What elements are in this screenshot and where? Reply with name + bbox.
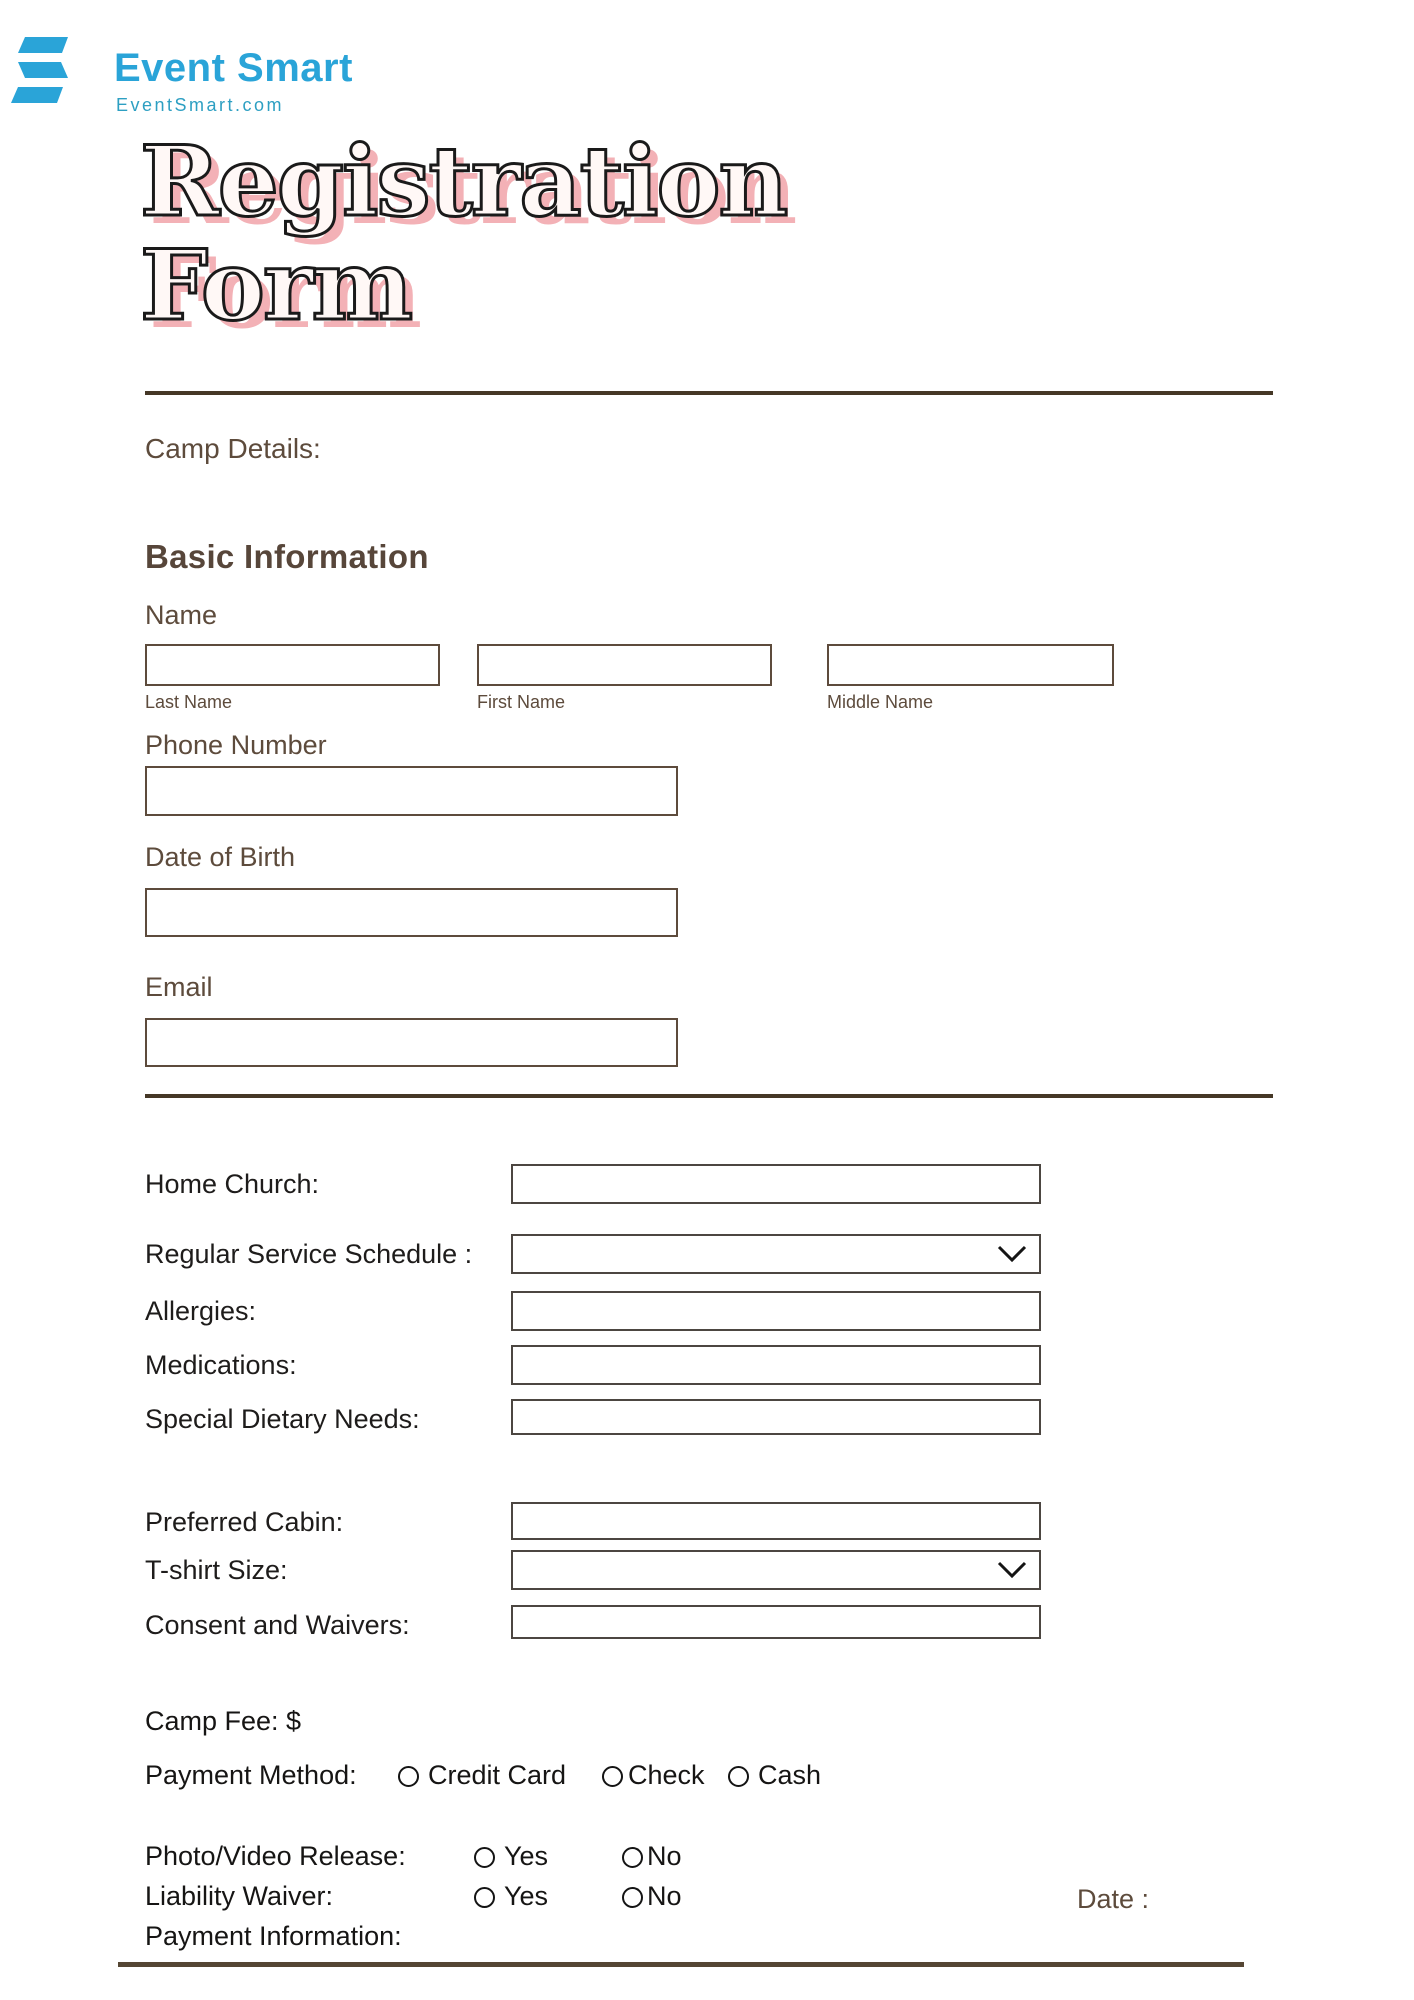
consent-and-waivers-label: Consent and Waivers: xyxy=(145,1610,410,1640)
camp-fee-label: Camp Fee: $ xyxy=(145,1706,302,1736)
preferred-cabin-label: Preferred Cabin: xyxy=(145,1507,344,1537)
payment-method-cash-radio[interactable] xyxy=(728,1766,749,1787)
brand-name: Event Smart xyxy=(114,46,353,90)
date-of-birth-input[interactable] xyxy=(145,888,678,937)
photo-release-no-radio[interactable] xyxy=(622,1847,643,1868)
allergies-label: Allergies: xyxy=(145,1296,257,1326)
event-smart-logo-icon xyxy=(11,36,69,104)
camp-details-label: Camp Details: xyxy=(145,433,321,464)
photo-release-yes-radio[interactable] xyxy=(474,1847,495,1868)
chevron-down-icon xyxy=(997,1561,1027,1579)
middle-name-sublabel: Middle Name xyxy=(827,692,934,712)
payment-method-credit-card-radio[interactable] xyxy=(398,1766,419,1787)
allergies-input[interactable] xyxy=(511,1291,1041,1331)
regular-service-schedule-label: Regular Service Schedule : xyxy=(145,1239,473,1269)
section-divider-middle xyxy=(145,1094,1273,1098)
consent-and-waivers-input[interactable] xyxy=(511,1605,1041,1639)
payment-method-cash-label: Cash xyxy=(758,1760,822,1790)
date-label: Date : xyxy=(1077,1884,1150,1914)
photo-release-no-label: No xyxy=(647,1841,682,1871)
medications-label: Medications: xyxy=(145,1350,297,1380)
preferred-cabin-input[interactable] xyxy=(511,1502,1041,1540)
chevron-down-icon xyxy=(997,1245,1027,1263)
email-label: Email xyxy=(145,972,213,1002)
phone-number-input[interactable] xyxy=(145,766,678,816)
liability-waiver-no-label: No xyxy=(647,1881,682,1911)
photo-release-yes-label: Yes xyxy=(504,1841,549,1871)
home-church-input[interactable] xyxy=(511,1164,1041,1204)
photo-video-release-label: Photo/Video Release: xyxy=(145,1841,406,1871)
brand-website: EventSmart.com xyxy=(116,95,285,115)
medications-input[interactable] xyxy=(511,1345,1041,1385)
liability-waiver-label: Liability Waiver: xyxy=(145,1881,334,1911)
payment-method-label: Payment Method: xyxy=(145,1760,357,1790)
middle-name-input[interactable] xyxy=(827,644,1114,686)
home-church-label: Home Church: xyxy=(145,1169,320,1199)
payment-information-label: Payment Information: xyxy=(145,1921,402,1951)
liability-waiver-no-radio[interactable] xyxy=(622,1887,643,1908)
regular-service-schedule-select[interactable] xyxy=(511,1234,1041,1274)
payment-method-check-radio[interactable] xyxy=(602,1766,623,1787)
special-dietary-needs-label: Special Dietary Needs: xyxy=(145,1404,420,1434)
date-of-birth-label: Date of Birth xyxy=(145,842,296,872)
name-label: Name xyxy=(145,600,218,630)
payment-method-credit-card-label: Credit Card xyxy=(428,1760,567,1790)
basic-information-heading: Basic Information xyxy=(145,538,429,575)
special-dietary-needs-input[interactable] xyxy=(511,1399,1041,1435)
page-title xyxy=(140,125,787,342)
liability-waiver-yes-radio[interactable] xyxy=(474,1887,495,1908)
page-title-line2: Form xyxy=(140,229,412,342)
section-divider-bottom xyxy=(118,1962,1244,1967)
section-divider-top xyxy=(145,391,1273,395)
email-input[interactable] xyxy=(145,1018,678,1067)
phone-number-label: Phone Number xyxy=(145,730,327,760)
first-name-sublabel: First Name xyxy=(477,692,566,712)
page-title-line1: Registration xyxy=(140,125,787,238)
last-name-sublabel: Last Name xyxy=(145,692,233,712)
first-name-input[interactable] xyxy=(477,644,772,686)
liability-waiver-yes-label: Yes xyxy=(504,1881,549,1911)
payment-method-check-label: Check xyxy=(628,1760,705,1790)
t-shirt-size-select[interactable] xyxy=(511,1550,1041,1590)
t-shirt-size-label: T-shirt Size: xyxy=(145,1555,288,1585)
last-name-input[interactable] xyxy=(145,644,440,686)
